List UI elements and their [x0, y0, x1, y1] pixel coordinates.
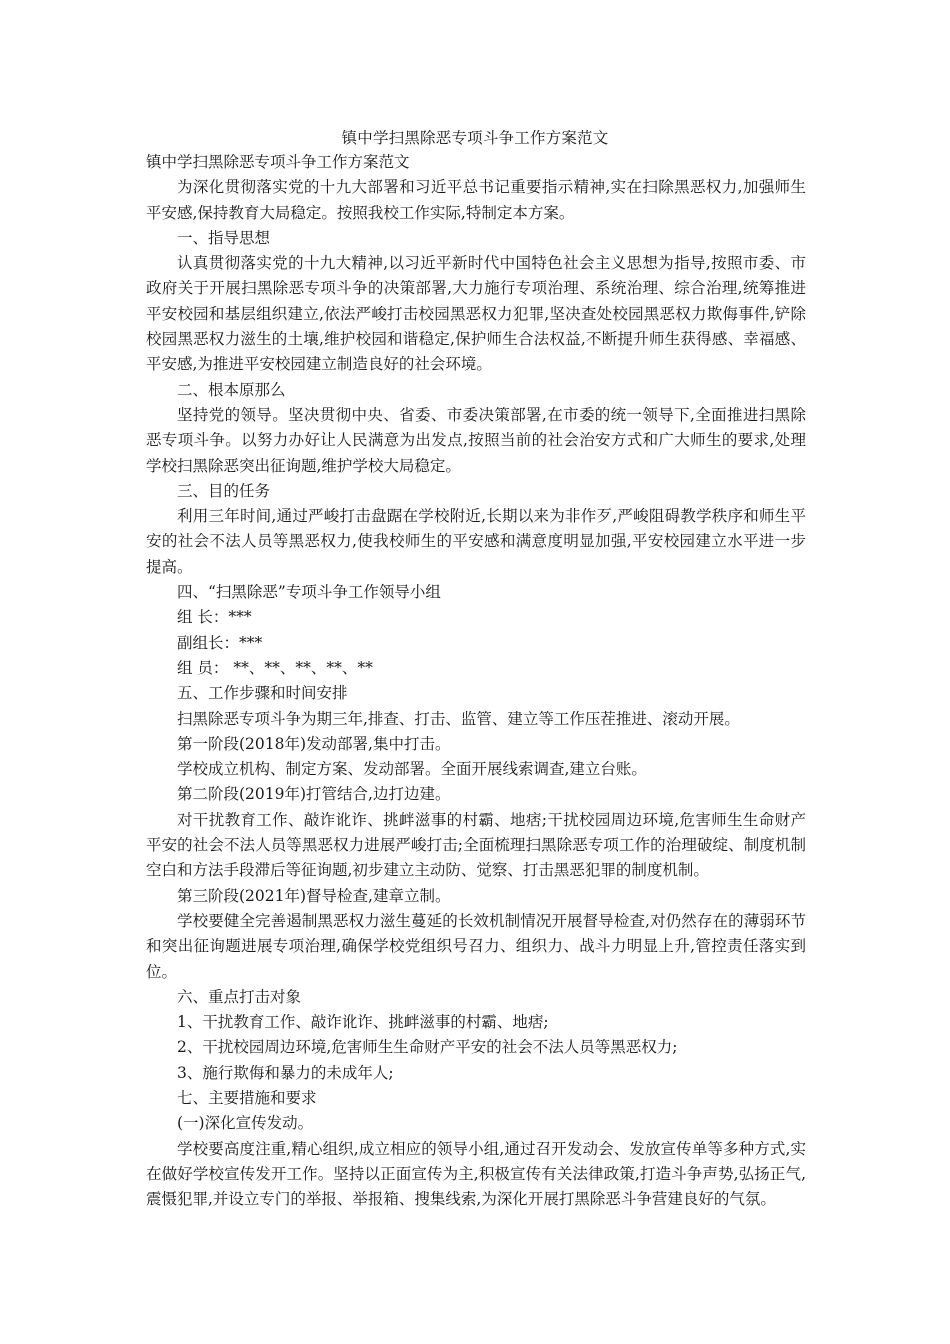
members-line: 组 员： **、**、**、**、**	[177, 658, 373, 677]
paragraph-steps-overview: 扫黑除恶专项斗争为期三年,排查、打击、监管、建立等工作压茬推进、滚动开展。	[177, 709, 740, 728]
section-heading-2: 二、根本原那么	[177, 380, 286, 399]
paragraph-phase-3: 学校要健全完善遏制黑恶权力滋生蔓延的长效机制情况开展督导检查,对仍然存在的薄弱环节和突出征询题进展专项治理,确保学校党组织号召力、组织力、战斗力明显上升,管控责任落实到位。	[146, 911, 806, 981]
document-subtitle: 镇中学扫黑除恶专项斗争工作方案范文	[146, 153, 410, 171]
leader-line: 组 长：***	[177, 608, 252, 627]
deputy-leader-line: 副组长：***	[177, 633, 263, 652]
phase-3-heading: 第三阶段(2021年)督导检查,建章立制。	[177, 886, 451, 905]
section-heading-3: 三、目的任务	[177, 481, 271, 500]
section-heading-1: 一、指导思想	[177, 228, 271, 247]
target-item-2: 2、干扰校园周边环境,危害师生生命财产平安的社会不法人员等黑恶权力;	[177, 1038, 678, 1057]
document-body	[146, 150, 806, 1212]
section-heading-5: 五、工作步骤和时间安排	[177, 684, 348, 703]
paragraph-goals: 利用三年时间,通过严峻打击盘踞在学校附近,长期以来为非作歹,严峻阻碍教学秩序和师生平安的社会不法人员等黑恶权力,使我校师生的平安感和满意度明显加强,平安校园建立水平进一步提高。	[146, 507, 806, 576]
section-heading-4: 四、“扫黑除恶”专项斗争工作领导小组	[177, 583, 441, 602]
target-item-1: 1、干扰教育工作、敲诈讹诈、挑衅滋事的村霸、地痞;	[177, 1013, 549, 1032]
section-heading-7: 七、主要措施和要求	[177, 1088, 317, 1107]
paragraph-phase-1: 学校成立机构、制定方案、发动部署。全面开展线索调查,建立台账。	[177, 760, 647, 779]
subsection-heading-1: (一)深化宣传发动。	[177, 1114, 314, 1133]
phase-2-heading: 第二阶段(2019年)打管结合,边打边建。	[177, 785, 451, 804]
paragraph-publicity: 学校要高度注重,精心组织,成立相应的领导小组,通过召开发动会、发放宣传单等多种方式,实在做好学校宣传发开工作。坚持以正面宣传为主,积极宣传有关法律政策,打造斗争声势,弘扬正气,震慑犯罪,并设立专门的举报、举报箱、搜集线索,为深化开展打黑除恶斗争营建良好的气氛。	[146, 1139, 806, 1209]
phase-1-heading: 第一阶段(2018年)发动部署,集中打击。	[177, 734, 451, 753]
document-title: 镇中学扫黑除恶专项斗争工作方案范文	[341, 129, 609, 147]
paragraph-intro: 为深化贯彻落实党的十九大部署和习近平总书记重要指示精神,实在扫除黑恶权力,加强师生平安感,保持教育大局稳定。按照我校工作实际,特制定本方案。	[146, 178, 806, 222]
target-item-3: 3、施行欺侮和暴力的未成年人;	[177, 1063, 394, 1082]
paragraph-phase-2: 对干扰教育工作、敲诈讹诈、挑衅滋事的村霸、地痞;干扰校园周边环境,危害师生生命财产平安的社会不法人员等黑恶权力进展严峻打击;全面梳理扫黑除恶专项工作的治理破绽、制度机制空白和方法手段滞后等征询题,初步建立主动防、觉察、打击黑恶犯罪的制度机制。	[146, 810, 806, 880]
paragraph-principles: 坚持党的领导。坚决贯彻中央、省委、市委决策部署,在市委的统一领导下,全面推进扫黑除恶专项斗争。以努力办好让人民满意为出发点,按照当前的社会治安方式和广大师生的要求,处理学校扫黑除恶突出征询题,维护学校大局稳定。	[146, 405, 806, 475]
paragraph-guiding-thought: 认真贯彻落实党的十九大精神,以习近平新时代中国特色社会主义思想为指导,按照市委、市政府关于开展扫黑除恶专项斗争的决策部署,大力施行专项治理、系统治理、综合治理,统筹推进平安校园和基层组织建立,依法严峻打击校园黑恶权力犯罪,坚决查处校园黑恶权力欺侮事件,铲除校园黑恶权力滋生的土壤,维护校园和谐稳定,保护师生合法权益,不断提升师生获得感、幸福感、平安感,为推进平安校园建立制造良好的社会环境。	[146, 254, 806, 374]
section-heading-6: 六、重点打击对象	[177, 987, 302, 1006]
